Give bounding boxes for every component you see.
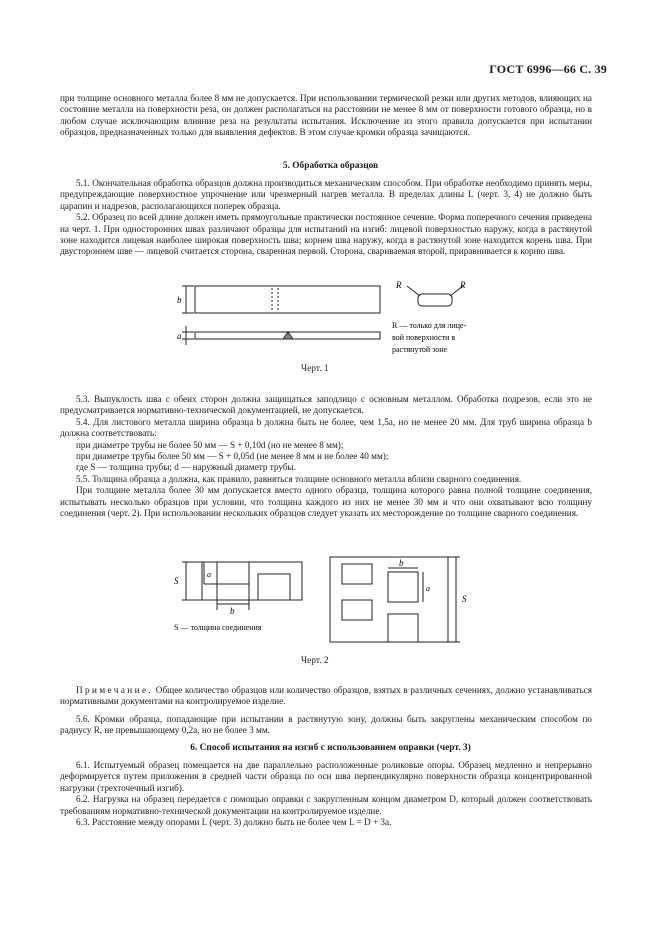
- note-paragraph: [60, 685, 592, 708]
- para-5-1: 5.1. Окончательная обработка образцов должна производиться механическим способом. При обработке необходимо принять меры, предупреждающие поверхностное упрочнение или чрезмерный нагрев металла. В пределах длины L (черт. 3, 4) не должно быть царапин и надрезов, располагающихся поперек образца.: [60, 178, 592, 211]
- section5-title: 5. Обработка образцов: [282, 161, 379, 171]
- fig2-label-a1: a: [207, 570, 211, 579]
- specimen-top-view: [195, 286, 380, 313]
- para-5-5: 5.5. Толщина образца a должна, как правило, равняться толщине основного металла вблизи сварного соединения.: [76, 473, 522, 484]
- fig1-note-1: R — только для лице-: [392, 321, 467, 330]
- fig2-label-s1: S: [174, 576, 179, 586]
- section5-text: [60, 178, 592, 258]
- fig2-label-a2: a: [426, 584, 430, 593]
- fig2-label-b2: b: [399, 558, 404, 568]
- fig1-note-3: растянутой зоне: [392, 345, 448, 354]
- para-5-6: 5.6. Кромки образца, попадающие при испытании в растянутую зону, должны быть закруглены механическим способом по радиусу R, не превышающему 0,2a, но не более 3 мм.: [60, 713, 592, 736]
- fig1-label-a: a: [177, 331, 182, 341]
- para-5-4-line3: где S — толщина трубы; d — наружный диаметр трубы.: [76, 462, 297, 473]
- figure-1-caption: Черт. 1: [301, 364, 329, 374]
- para-6-1: 6.1. Испытуемый образец помещается на две параллельно расположенные роликовые опоры. Образец медленно и непрерывно деформируется путем приложения в средней части образца по оси шва перпендикулярно поверхности образца концентрированной нагрузки (трехточечный изгиб).: [60, 760, 592, 793]
- para-5-4-line1: при диаметре трубы не более 50 мм — S + 0,10d (но не менее 8 мм);: [76, 439, 344, 450]
- para-5-5b: При толщине металла более 30 мм допускается вместо одного образца, толщина которого равна полной толщине соединения, испытывать несколько образцов при условии, что толщина каждого из них не менее 30 мм и что они охватывают всю толщину соединения (черт. 2). При использовании нескольких образцов следует указать их месторождение по толщине сварного соединения.: [60, 485, 592, 519]
- figure-2: [160, 552, 480, 652]
- para-5-2: 5.2. Образец по всей длине должен иметь прямоугольные практически постоянное сечение. Форма поперечного сечения приведена на черт. 1. При односторонних швах различают образцы для испытаний на изгиб: лицевой поверхностью наружу, когда в растянутой зоне находится лицевая наиболее широкая поверхность шва; корнем шва наружу, когда в растянутой зоне находится корень шва. При двустороннем шве — лицевой считается сторона, сваренная первой. Сторона, свариваемая второй, приравнивается к корню шва.: [60, 212, 592, 257]
- fig1-note-2: вой поверхности в: [392, 333, 456, 342]
- figure-1: [160, 276, 540, 376]
- intro-text: при толщине основного металла более 8 мм не допускается. При использовании термической резки или других методов, влияющих на состояние металла на поверхности реза, он должен располагаться на расстоянии не менее 8 мм от поверхности готового образца, но в любом случае исключающим влияние реза на результаты испытания. Исключение из этого правила допускается при испытании образцов, предназначенных только для выявления дефектов. В этом случае кромки образца зачищаются.: [60, 93, 592, 138]
- page-header: ГОСТ 6996—66 С. 39: [489, 62, 607, 76]
- para-5-4-line2: при диаметре трубы более 50 мм — S + 0,05d (не менее 8 мм и не более 40 мм);: [76, 451, 389, 462]
- fig1-label-r1: R: [396, 280, 402, 290]
- section6-text: [60, 760, 592, 828]
- section5-text-2: [60, 394, 592, 519]
- para-6-3: 6.3. Расстояние между опорами L (черт. 3) должно быть не более чем L = D + 3a.: [76, 817, 392, 828]
- section6-title: 6. Способ испытания на изгиб с использованием оправки (черт. 3): [190, 743, 471, 753]
- note-block: [60, 685, 592, 737]
- figure-2-caption: Черт. 2: [301, 656, 329, 666]
- cross-section: [418, 294, 452, 306]
- para-6-2: 6.2. Нагрузка на образец передается с помощью оправки с закругленным концом диаметром D, который должен соответствовать требованиям нормативно-технической документации на контролируемое изделие.: [60, 794, 592, 816]
- para-5-3: 5.3. Выпуклость шва с обеих сторон должна защищаться заподлицо с основным металлом. Обработка подрезов, если это не предусматривается нормативно-технической документацией, не допускается.: [60, 394, 592, 416]
- fig2-label-b1: b: [230, 606, 235, 616]
- fig1-label-b: b: [177, 295, 182, 305]
- fig1-label-r2: R: [460, 280, 466, 290]
- note-text: Общее количество образцов или количество образцов, взятых в различных сечениях, должно устанавливаться нормативными документами на контролируемое изделие.: [60, 685, 592, 707]
- note-label: Примечание.: [76, 685, 154, 695]
- intro-paragraph: [60, 93, 592, 139]
- fig2-label-s2: S: [462, 594, 467, 604]
- para-5-4: 5.4. Для листового металла ширина образца b должна быть не более, чем 1,5a, но не менее 20 мм. Для труб ширина образца b должна соответствовать:: [60, 416, 592, 439]
- fig2-legend: S — толщина соединения: [174, 623, 262, 632]
